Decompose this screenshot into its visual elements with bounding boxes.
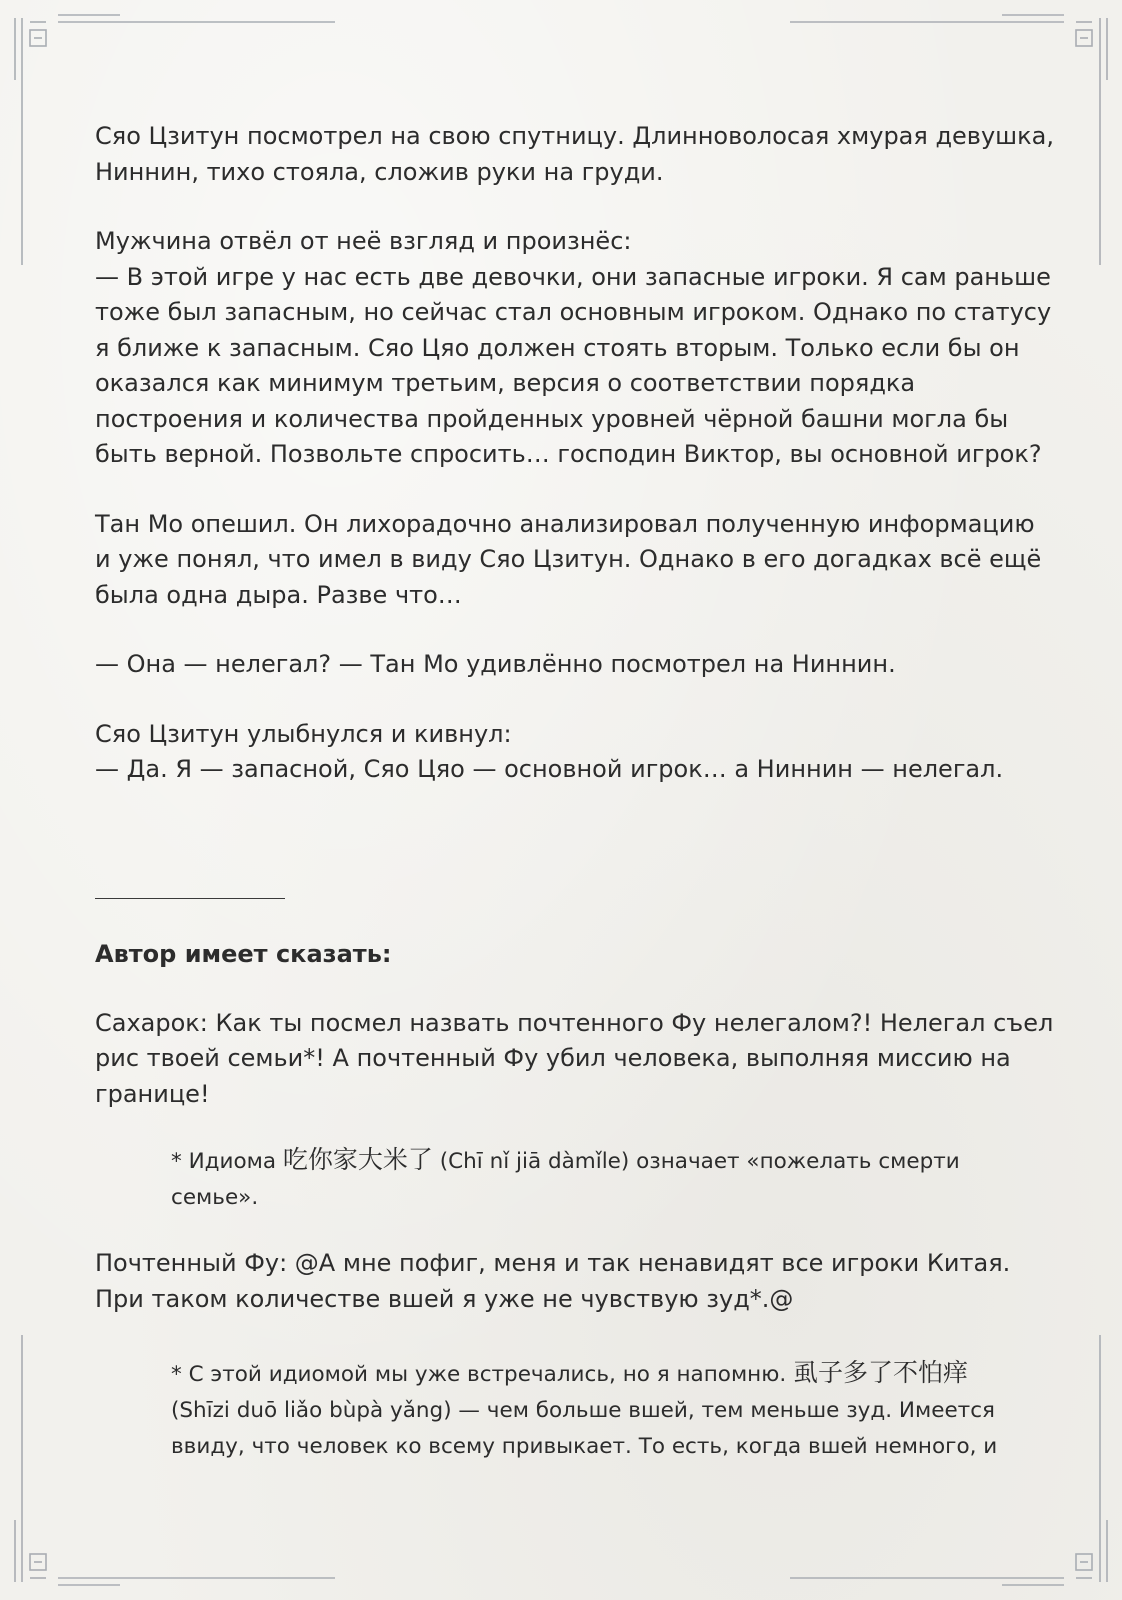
text-line: рис твоей семьи*! А почтенный Фу убил человека, выполняя миссию на xyxy=(95,1044,1011,1072)
text-line: была одна дыра. Разве что… xyxy=(95,580,462,609)
story-paragraph-3 xyxy=(95,507,1042,614)
text-line: Сяо Цзитун посмотрел на свою спутницу. Длинноволосая хмурая девушка, xyxy=(95,122,1054,150)
text-line: Сахарок: Как ты посмел назвать почтенного Фу нелегалом?! Нелегал съел xyxy=(95,1008,1054,1037)
story-paragraph-5 xyxy=(95,717,1035,788)
text-line: быть верной. Позвольте спросить… господин Виктор, вы основной игрок? xyxy=(95,440,1042,468)
text-line: — Она — нелегал? — Тан Мо удивлённо посмотрел на Ниннин. xyxy=(95,650,896,678)
story-paragraph-2 xyxy=(95,224,1052,473)
text-line: оказался как минимум третьим, версия о соответствии порядка xyxy=(95,369,916,397)
text-line: Ниннин, тихо стояла, сложив руки на груди. xyxy=(95,157,664,186)
story-paragraph-4 xyxy=(95,647,1035,683)
text-line: и уже понял, что имел в виду Сяо Цзитун. Однако в его догадках всё ещё xyxy=(95,545,1042,573)
footnote-prefix: * Идиома xyxy=(171,1149,283,1174)
text-line: границе! xyxy=(95,1079,210,1108)
text-line: Мужчина отвёл от неё взгляд и произнёс: xyxy=(95,227,632,255)
text-line: Сяо Цзитун улыбнулся и кивнул: xyxy=(95,719,512,748)
text-line: я ближе к запасным. Сяо Цяо должен стоять вторым. Только если бы он xyxy=(95,333,1020,362)
chinese-idiom: 虱子多了不怕痒 xyxy=(793,1358,969,1387)
footnote-line xyxy=(171,1142,1035,1180)
text-line: построения и количества пройденных уровней чёрной башни могла бы xyxy=(95,404,1009,433)
footnote-line: семье». xyxy=(171,1185,259,1210)
footnote-2 xyxy=(95,1355,1035,1465)
footnote-line: ввиду, что человек ко всему привыкает. То есть, когда вшей немного, и xyxy=(171,1434,998,1459)
text-line: — Да. Я — запасной, Сяо Цяо — основной игрок… а Ниннин — нелегал. xyxy=(95,755,1004,783)
text-line: При таком количестве вшей я уже не чувствую зуд*.@ xyxy=(95,1284,794,1313)
text-line: Почтенный Фу: @А мне пофиг, меня и так ненавидят все игроки Китая. xyxy=(95,1249,1011,1277)
afterword-paragraph-1 xyxy=(95,1006,1054,1113)
afterword-paragraph-2 xyxy=(95,1246,1035,1317)
footnote-text: (Chī nǐ jiā dàmǐle) означает «пожелать смерти xyxy=(432,1149,960,1174)
page-content xyxy=(95,119,1054,1465)
afterword-heading: Автор имеет сказать: xyxy=(95,939,392,968)
footnote-line: (Shīzi duō liǎo bùpà yǎng) — чем больше вшей, тем меньше зуд. Имеется xyxy=(171,1398,995,1423)
text-line: — В этой игре у нас есть две девочки, они запасные игроки. Я сам раньше xyxy=(95,262,1051,291)
footnote-1 xyxy=(95,1142,1035,1216)
footnote-prefix: * С этой идиомой мы уже встречались, но я напомню. xyxy=(171,1362,793,1387)
story-paragraph-1 xyxy=(95,119,1054,190)
text-line: тоже был запасным, но сейчас стал основным игроком. Однако по статусу xyxy=(95,298,1052,326)
chinese-idiom: 吃你家大米了 xyxy=(282,1145,433,1174)
text-line: Тан Мо опешил. Он лихорадочно анализировал полученную информацию xyxy=(95,509,1035,538)
footnote-line xyxy=(171,1355,1035,1393)
